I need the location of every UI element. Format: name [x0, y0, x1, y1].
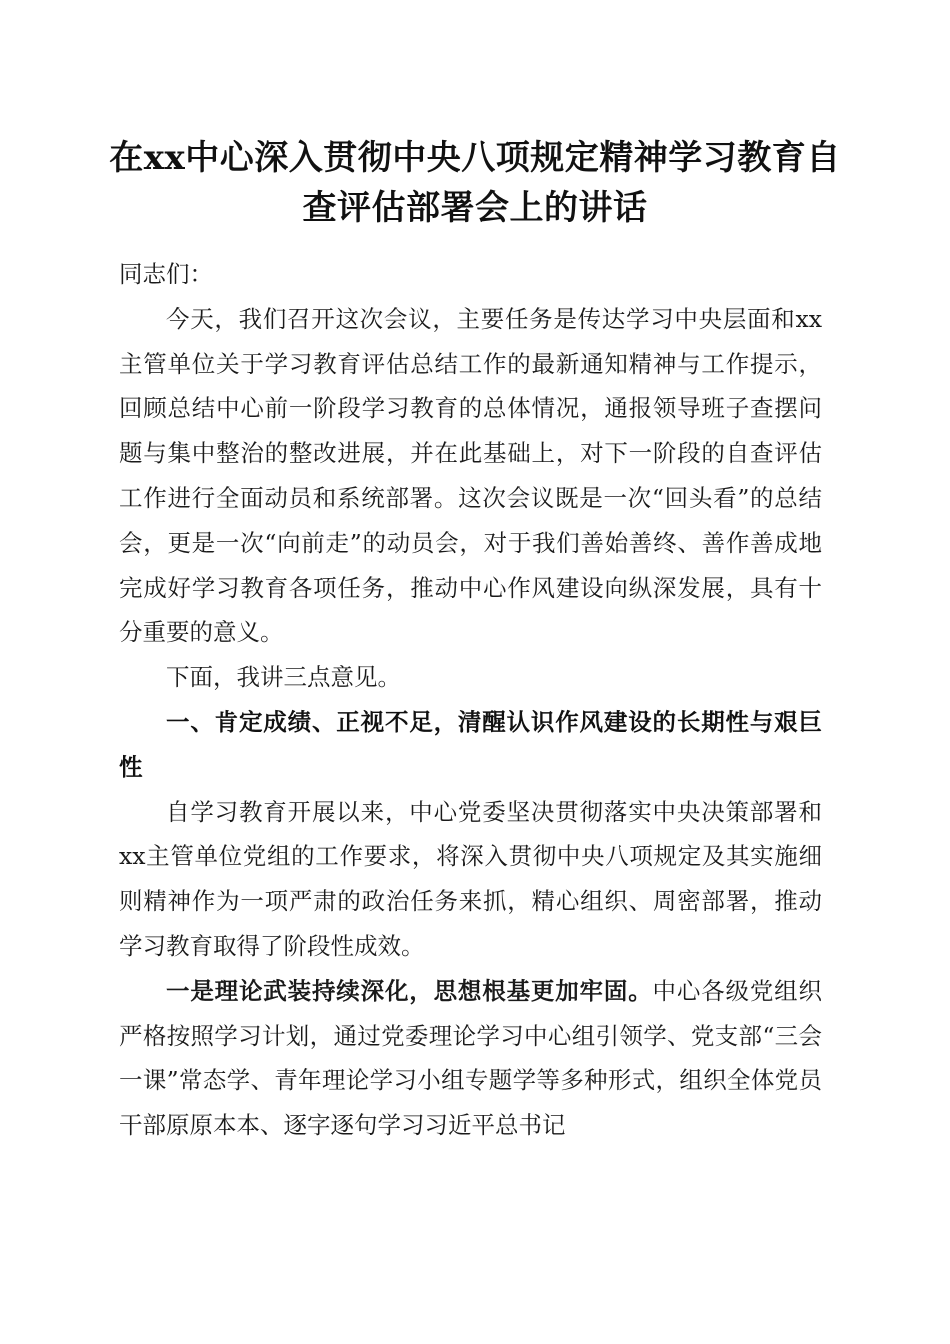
section-heading-1: 一、肯定成绩、正视不足，清醒认识作风建设的长期性与艰巨性 [119, 707, 822, 781]
document-body [119, 252, 822, 1148]
transition-paragraph: 下面，我讲三点意见。 [166, 663, 401, 692]
point1-lead: 一是理论武装持续深化，思想根基更加牢固。 [166, 976, 653, 1005]
intro-paragraph: 今天，我们召开这次会议，主要任务是传达学习中央层面和xx主管单位关于学习教育评估总结工作的最新通知精神与工作提示，回顾总结中心前一阶段学习教育的总体情况，通报领导班子查摆问题与集中整治的整改进展，并在此基础上，对下一阶段的自查评估工作进行全面动员和系统部署。这次会议既是一次“回头看”的总结会，更是一次“向前走”的动员会，对于我们善始善终、善作善成地完成好学习教育各项任务，推动中心作风建设向纵深发展，具有十分重要的意义。 [119, 304, 822, 647]
section1-paragraph: 自学习教育开展以来，中心党委坚决贯彻落实中央决策部署和xx主管单位党组的工作要求，将深入贯彻中央八项规定及其实施细则精神作为一项严肃的政治任务来抓，精心组织、周密部署，推动学习教育取得了阶段性成效。 [119, 797, 822, 960]
salutation: 同志们： [119, 260, 213, 288]
point1-paragraph [119, 969, 822, 1148]
point1-text: 中心各级党组织严格按照学习计划，通过党委理论学习中心组引领学、党支部“三会一课”常态学、青年理论学习小组专题学等多种形式，组织全体党员干部原原本本、逐字逐句学习习近平总书记 [119, 976, 823, 1140]
document-title: 在xx中心深入贯彻中央八项规定精神学习教育自查评估部署会上的讲话 [109, 138, 841, 228]
